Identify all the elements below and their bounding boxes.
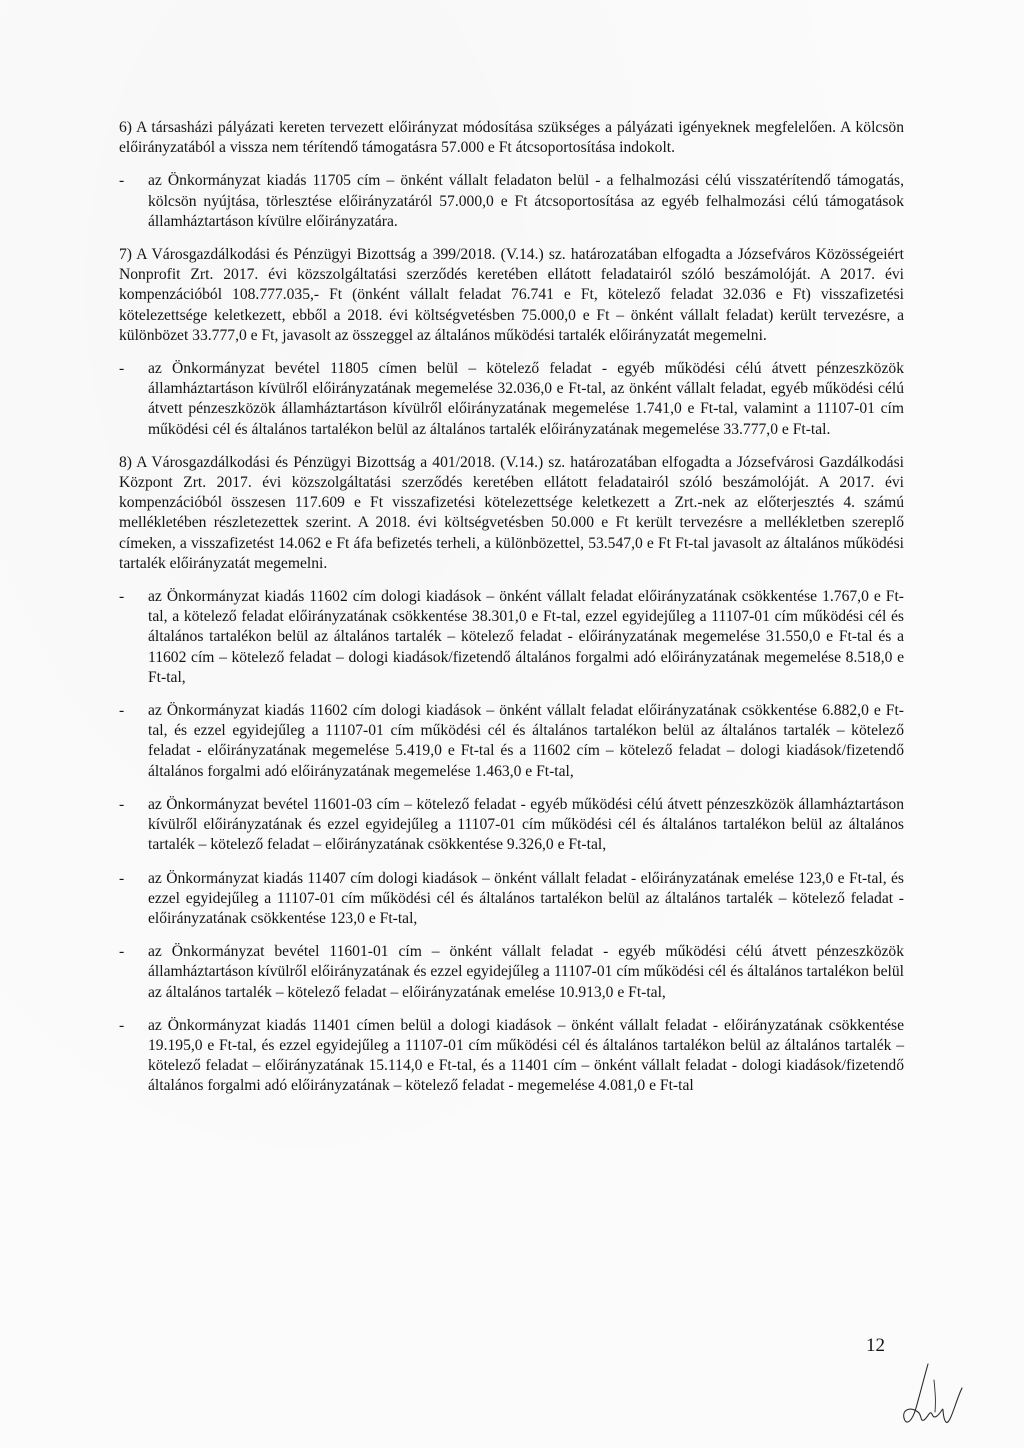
list-item-text: az Önkormányzat kiadás 11705 cím – önként vállalt feladaton belül - a felhalmozási célú visszatérítendő támogatás, kölcsön nyújtása, törlesztése előirányzatáról 57.000,0 e Ft átcsoportosítása az egyéb felhalmozási célú támogatások államháztartáson kívülre előirányzatára. bbox=[148, 172, 904, 230]
list-item bbox=[119, 701, 904, 782]
list-item-text: az Önkormányzat bevétel 11601-01 cím – önként vállalt feladat - egyéb működési célú átvett pénzeszközök államháztartáson kívülről előirányzatának és ezzel egyidejűleg a 11107-01 cím működési cél és általános tartalékon belül az általános tartalék – kötelező feladat – előirányzatának emelése 10.913,0 e Ft-tal, bbox=[148, 943, 904, 1001]
list-item bbox=[119, 869, 904, 930]
list-item bbox=[119, 1016, 904, 1097]
list-item-text: az Önkormányzat kiadás 11602 cím dologi kiadások – önként vállalt feladat előirányzatának csökkentése 6.882,0 e Ft-tal, és ezzel egyidejűleg a 11107-01 cím működési cél és általános tartalékon belül az általános tartalék – kötelező feladat - előirányzatának megemelése 5.419,0 e Ft-tal és a 11602 cím – kötelező feladat – dologi kiadások/fizetendő általános forgalmi adó előirányzatának megemelése 1.463,0 e Ft-tal, bbox=[148, 702, 904, 780]
bullet-marker: - bbox=[119, 702, 125, 720]
bullet-marker: - bbox=[119, 795, 125, 813]
bullet-marker: - bbox=[119, 172, 125, 190]
bullet-marker: - bbox=[119, 1016, 125, 1034]
bullet-marker: - bbox=[119, 588, 125, 606]
bullet-marker: - bbox=[119, 943, 125, 961]
list-item bbox=[119, 359, 904, 440]
list-item-text: az Önkormányzat bevétel 11601-03 cím – kötelező feladat - egyéb működési célú átvett pénzeszközök államháztartáson kívülről előirányzatának és ezzel egyidejűleg a 11107-01 cím működési cél és általános tartalékon belül az általános tartalék – kötelező feladat – előirányzatának csökkentése 9.326,0 e Ft-tal, bbox=[148, 795, 904, 854]
paragraph-7: 7) A Városgazdálkodási és Pénzügyi Bizottság a 399/2018. (V.14.) sz. határozatában elfogadta a Józsefváros Közösségeiért Nonprofit Zrt. 2017. évi közszolgáltatási szerződés keretében ellátott feladatairól szóló beszámolóját. A 2017. évi kompenzációból 108.777.035,- Ft (önként vállalt feladat 76.741 e Ft, kötelező feladat 32.036 e Ft) visszafizetési kötelezettsége keletkezett, ebből a 2018. évi költségvetésben 75.000,0 e Ft – önként vállalt feladat) került tervezésre, a különbözet 33.777,0 e Ft, javasolt az összeggel az általános működési tartalék előirányzatát megemelni. bbox=[119, 246, 904, 344]
list-item bbox=[119, 795, 904, 856]
list-item bbox=[119, 171, 904, 232]
list-item bbox=[119, 587, 904, 688]
list-item-text: az Önkormányzat kiadás 11407 cím dologi kiadások – önként vállalt feladat - előirányzatának emelése 123,0 e Ft-tal, és ezzel egyidejűleg a 11107-01 cím működési cél és általános tartalékon belül az általános tartalék – kötelező feladat - előirányzatának csökkentése 123,0 e Ft-tal, bbox=[148, 869, 904, 927]
paragraph-6: 6) A társasházi pályázati kereten tervezett előirányzat módosítása szükséges a pályázati igényeknek megfelelően. A kölcsön előirányzatából a vissza nem térítendő támogatásra 57.000 e Ft átcsoportosítása indokolt. bbox=[119, 119, 904, 157]
paragraph-8: 8) A Városgazdálkodási és Pénzügyi Bizottság a 401/2018. (V.14.) sz. határozatában elfogadta a Józsefvárosi Gazdálkodási Központ Zrt. 2017. évi közszolgáltatási szerződés keretében ellátott feladatairól szóló beszámolóját. A 2017. évi kompenzációból összesen 117.609 e Ft visszafizetési kötelezettsége keletkezett a Zrt.-nek az előterjesztés 4. számú mellékletében részletezettek szerint. A 2018. évi költségvetésben 50.000 e Ft került tervezésre a mellékletben szereplő címeken, a visszafizetést 14.062 e Ft áfa befizetés terheli, a különbözettel, 53.547,0 e Ft Ft-tal javasolt az általános működési tartalék előirányzatát megemelni. bbox=[119, 453, 904, 572]
page-number: 12 bbox=[866, 1335, 885, 1356]
list-item bbox=[119, 942, 904, 1003]
signature-icon bbox=[898, 1360, 968, 1435]
bullet-marker: - bbox=[119, 360, 125, 378]
list-item-text: az Önkormányzat kiadás 11401 címen belül a dologi kiadások – önként vállalt feladat - előirányzatának csökkentése 19.195,0 e Ft-tal, és ezzel egyidejűleg a 11107-01 cím működési cél és általános tartalékon belül az általános tartalék – kötelező feladat – előirányzatának 15.114,0 e Ft-tal, és a 11401 cím – önként vállalt feladat - dologi kiadások/fizetendő általános forgalmi adó előirányzatának – kötelező feladat - megemelése 4.081,0 e Ft-tal bbox=[148, 1016, 904, 1095]
list-item-text: az Önkormányzat kiadás 11602 cím dologi kiadások – önként vállalt feladat előirányzatának csökkentése 1.767,0 e Ft-tal, a kötelező feladat előirányzatának csökkentése 38.301,0 e Ft-tal, ezzel egyidejűleg a 11107-01 cím működési cél és általános tartalékon belül az általános tartalék – kötelező feladat - előirányzatának megemelése 31.550,0 e Ft-tal és a 11602 cím – kötelező feladat – dologi kiadások/fizetendő általános forgalmi adó előirányzatának megemelése 8.518,0 e Ft-tal, bbox=[148, 588, 904, 686]
list-item-text: az Önkormányzat bevétel 11805 címen belül – kötelező feladat - egyéb működési célú átvett pénzeszközök államháztartáson kívülről előirányzatának megemelése 32.036,0 e Ft-tal, az önként vállalt feladat, egyéb működési célú átvett pénzeszközök államháztartáson kívülről előirányzatának megemelése 1.741,0 e Ft-tal, valamint a 11107-01 cím működési cél és általános tartalékon belül az általános tartalék előirányzatának megemelése 33.777,0 e Ft-tal. bbox=[148, 360, 904, 438]
document-body bbox=[119, 118, 904, 1110]
bullet-marker: - bbox=[119, 869, 125, 887]
